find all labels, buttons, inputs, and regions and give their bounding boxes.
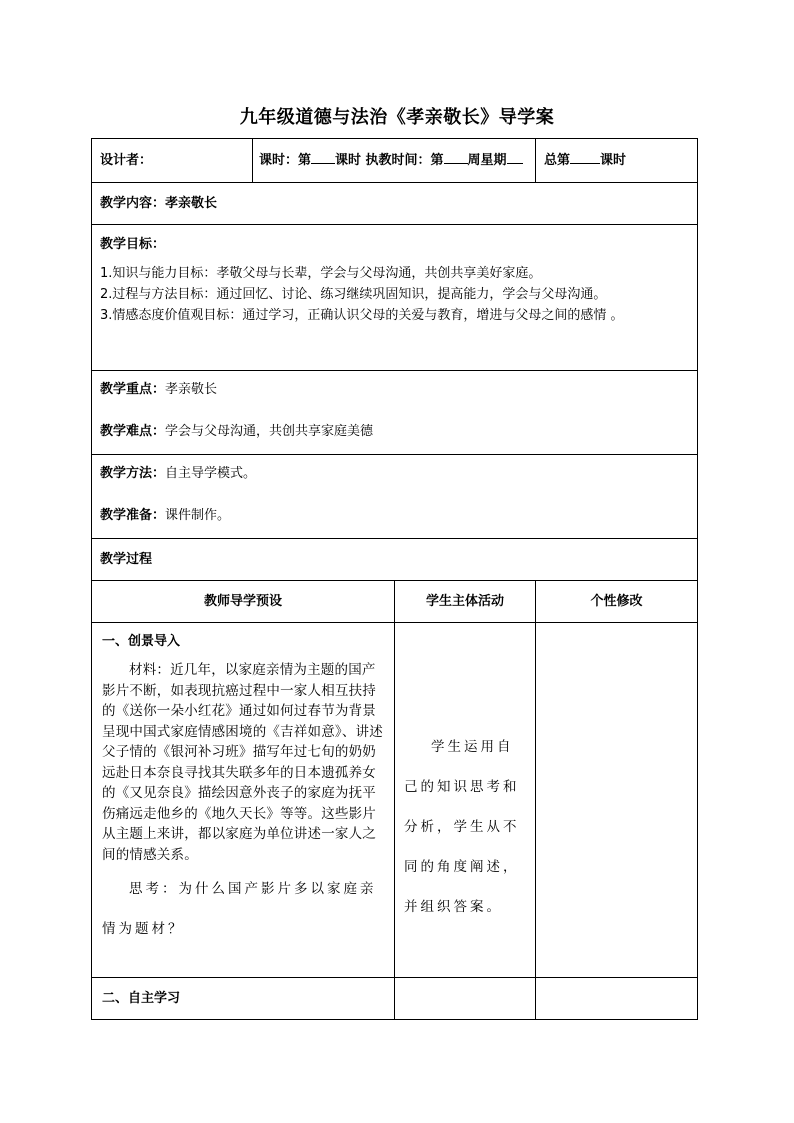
section2-row bbox=[92, 978, 698, 1020]
content-cell bbox=[92, 183, 698, 225]
key-points-value: 孝亲敬长 bbox=[165, 382, 218, 397]
goal-item: 1.知识与能力目标：孝敬父母与长辈，学会与父母沟通，共创共享美好家庭。 bbox=[100, 266, 542, 281]
preparation-value: 课件制作。 bbox=[165, 508, 231, 523]
method-row bbox=[92, 455, 698, 539]
page-title: 九年级道德与法治《孝亲敬长》导学案 bbox=[239, 107, 555, 128]
column-header-student: 学生主体活动 bbox=[395, 581, 536, 623]
lesson-number-blank[interactable] bbox=[311, 151, 335, 164]
key-points-label: 教学重点： bbox=[100, 382, 166, 397]
section1-row bbox=[92, 623, 698, 978]
section1-student-cell bbox=[395, 623, 536, 978]
section2-student-cell bbox=[395, 978, 536, 1020]
section1-heading: 一、创景导入 bbox=[102, 634, 181, 649]
goals-label: 教学目标： bbox=[100, 237, 166, 252]
content-label: 教学内容： bbox=[100, 195, 166, 211]
section2-revision-cell[interactable] bbox=[536, 978, 698, 1020]
section2-heading: 二、自主学习 bbox=[92, 978, 395, 1020]
goals-row bbox=[92, 225, 698, 371]
column-header-teacher: 教师导学预设 bbox=[92, 581, 395, 623]
weekday-blank[interactable] bbox=[507, 151, 523, 164]
section1-revision-cell[interactable] bbox=[536, 623, 698, 978]
preparation-label: 教学准备： bbox=[100, 508, 166, 523]
total-cell bbox=[536, 139, 698, 183]
section1-student-activity: 学生运用自己的知识思考和分析，学生从不同的角度阐述，并组织答案。 bbox=[404, 739, 520, 915]
method-label: 教学方法： bbox=[100, 466, 166, 481]
process-row bbox=[92, 539, 698, 581]
section1-teacher-cell bbox=[92, 623, 395, 978]
header-row bbox=[92, 139, 698, 183]
goal-item: 3.情感态度价值观目标：通过学习，正确认识父母的关爱与教育，增进与父母之间的感情 。 bbox=[100, 308, 624, 323]
key-points-row bbox=[92, 371, 698, 455]
column-header-revision: 个性修改 bbox=[536, 581, 698, 623]
schedule-cell bbox=[253, 139, 536, 183]
total-prefix: 总第 bbox=[544, 152, 571, 168]
difficulty-value: 学会与父母沟通，共创共享家庭美德 bbox=[165, 424, 374, 439]
difficulty-label: 教学难点： bbox=[100, 424, 166, 439]
designer-cell bbox=[92, 139, 253, 183]
lesson-mid: 课时 执教时间：第 bbox=[335, 152, 444, 168]
goal-item: 2.过程与方法目标：通过回忆、讨论、练习继续巩固知识，提高能力，学会与父母沟通。 bbox=[100, 287, 607, 302]
content-value: 孝亲敬长 bbox=[165, 195, 218, 211]
week-label: 周星期 bbox=[467, 152, 507, 168]
lesson-prefix: 课时：第 bbox=[259, 152, 312, 168]
section1-question: 思考：为什么国产影片多以家庭亲情为题材？ bbox=[102, 881, 377, 937]
designer-label: 设计者： bbox=[100, 152, 153, 168]
method-cell bbox=[92, 455, 698, 539]
goals-cell bbox=[92, 225, 698, 371]
section1-material: 材料：近几年，以家庭亲情为主题的国产影片不断，如表现抗癌过程中一家人相互扶持的《送你一朵小红花》通过如何过春节为背景呈现中国式家庭情感困境的《吉祥如意》、讲述父子情的《银河补习班》描写年过七旬的奶奶远赴日本奈良寻找其失联多年的日本遗孤养女的《又见奈良》描绘因意外丧子的家庭为抚平伤痛远走他乡的《地久天长》等等。这些影片从主题上来讲，都以家庭为单位讲述一家人之间的情感关系。 bbox=[102, 662, 383, 863]
lesson-plan-table bbox=[91, 138, 698, 1020]
content-row bbox=[92, 183, 698, 225]
total-number-blank[interactable] bbox=[570, 151, 600, 164]
column-header-row bbox=[92, 581, 698, 623]
key-points-cell bbox=[92, 371, 698, 455]
process-label: 教学过程 bbox=[92, 539, 698, 581]
week-number-blank[interactable] bbox=[444, 151, 468, 164]
method-value: 自主导学模式。 bbox=[165, 466, 257, 481]
total-suffix: 课时 bbox=[600, 152, 627, 168]
